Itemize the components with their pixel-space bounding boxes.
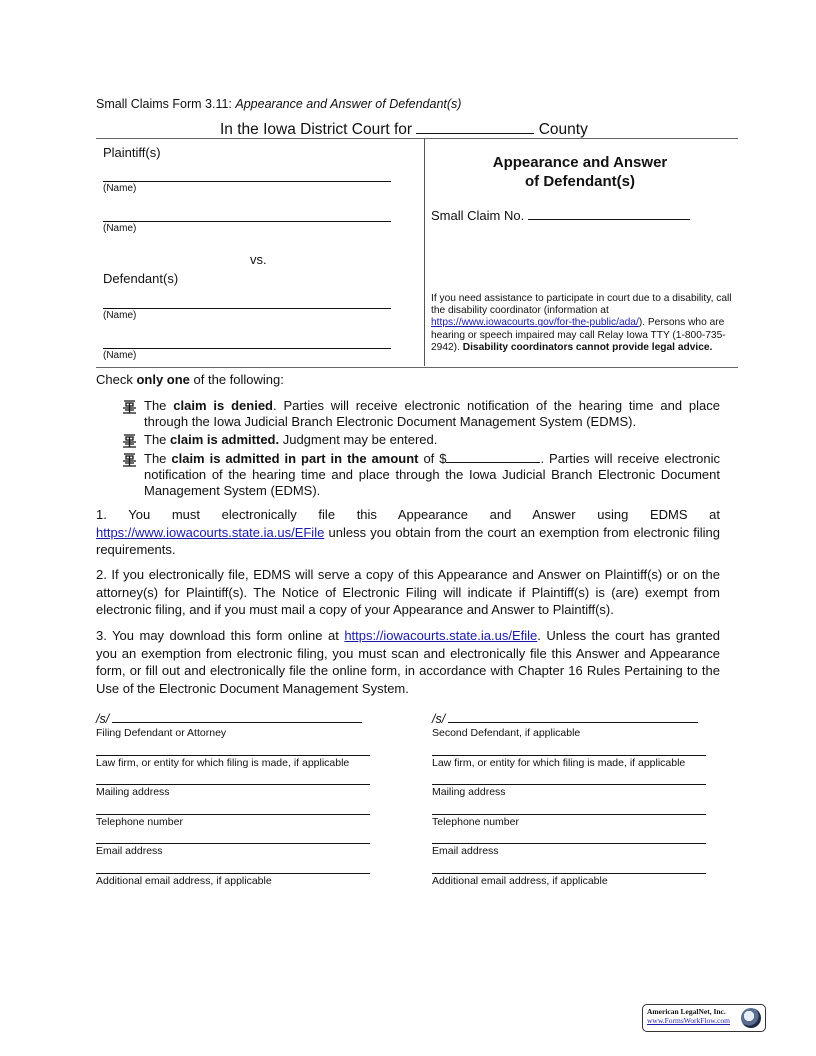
opt-post: of $ xyxy=(418,451,447,466)
signature-field-1[interactable] xyxy=(112,711,362,723)
opt-pre: The xyxy=(144,451,172,466)
badge-company: American LegalNet, Inc. xyxy=(647,1007,726,1016)
option-claim-denied xyxy=(122,398,720,430)
email-field[interactable] xyxy=(432,843,706,844)
intro-bold: only one xyxy=(136,372,190,387)
law-firm-field[interactable] xyxy=(96,755,370,756)
option-claim-admitted-in-part xyxy=(122,451,720,499)
document-title xyxy=(430,153,730,191)
court-heading xyxy=(220,119,588,139)
opt-bold: claim is admitted. xyxy=(170,432,280,447)
globe-icon xyxy=(741,1008,761,1028)
instr-text: 2. If you electronically file, EDMS will serve a copy of this Appearance and Answer on Plaintiff(s) or on the attorney(s) for Plaintiff(s). The Notice of Electronic Filing will indicate if Plaintiff(s) is (are) exempt from electronic filing, and if you must mail a copy of your Appearance and Answer to Plaintiff(s). xyxy=(96,567,720,617)
ada-link[interactable]: https://www.iowacourts.gov/for-the-public/ada/ xyxy=(431,317,639,329)
mailing-address-label: Mailing address xyxy=(96,786,170,798)
ada-text-2: ). Persons who are hearing or speech impaired may call Relay Iowa TTY (1-800-735-2942). xyxy=(431,317,726,353)
intro-prefix: Check xyxy=(96,372,137,387)
name-caption: (Name) xyxy=(103,183,137,194)
intro-suffix: of the following: xyxy=(189,372,284,387)
versus-label: vs. xyxy=(250,252,267,267)
opt-bold: claim is admitted in part in the amount xyxy=(171,451,419,466)
opt-bold: claim is denied xyxy=(173,398,273,413)
small-claim-number xyxy=(431,207,690,223)
signer-label: Second Defendant, if applicable xyxy=(432,727,581,739)
caption-divider xyxy=(424,138,425,366)
title-line-2: of Defendant(s) xyxy=(525,173,635,190)
checkbox-icon[interactable] xyxy=(122,452,137,467)
ada-disclaimer: Disability coordinators cannot provide legal advice. xyxy=(462,341,713,353)
opt-pre: The xyxy=(144,432,171,447)
opt-post: . Parties will receive electronic notification of the hearing time and place through the Iowa Judicial Branch Electronic Document Management System (EDMS). xyxy=(144,398,720,429)
checkbox-icon[interactable] xyxy=(122,433,137,448)
court-suffix: County xyxy=(538,121,588,138)
signature-field-2[interactable] xyxy=(448,711,698,723)
name-caption: (Name) xyxy=(103,350,137,361)
mailing-address-label: Mailing address xyxy=(432,786,506,798)
defendants-label: Defendant(s) xyxy=(103,271,179,286)
mailing-address-field[interactable] xyxy=(432,784,706,785)
name-caption: (Name) xyxy=(103,310,137,321)
form-title-italic: Appearance and Answer of Defendant(s) xyxy=(235,97,462,111)
ada-text: If you need assistance to participate in court due to a disability, call the disability coordinator (information at xyxy=(431,293,732,317)
defendant-name-field-1[interactable] xyxy=(103,308,391,309)
instr-text-2: . Unless the court has granted you an exemption from electronic filing, you must scan and electronically file this Answer and Appearance form, or fill out and electronically file the online form, in accordance with Chapter 16 Rules Pertaining to the Use of the Electronic Document Management System. xyxy=(96,628,720,696)
telephone-label: Telephone number xyxy=(432,816,519,828)
email-label: Email address xyxy=(432,845,499,857)
footer-badge[interactable] xyxy=(642,1004,766,1032)
instruction-1 xyxy=(96,506,720,559)
ada-notice xyxy=(431,293,736,354)
additional-email-label: Additional email address, if applicable xyxy=(432,875,608,887)
telephone-field[interactable] xyxy=(96,814,370,815)
additional-email-label: Additional email address, if applicable xyxy=(96,875,272,887)
opt-pre: The xyxy=(144,398,174,413)
title-line-1: Appearance and Answer xyxy=(492,154,668,171)
additional-email-field[interactable] xyxy=(432,873,706,874)
defendant-name-field-2[interactable] xyxy=(103,348,391,349)
email-field[interactable] xyxy=(96,843,370,844)
law-firm-label: Law firm, or entity for which filing is made, if applicable xyxy=(96,757,350,769)
instr-text: 1. You must electronically file this Appearance and Answer using EDMS at xyxy=(96,507,720,522)
instr-text-2: unless you obtain from the court an exemption from electronic filing requirements. xyxy=(96,524,720,557)
law-firm-field[interactable] xyxy=(432,755,706,756)
court-prefix: In the Iowa District Court for xyxy=(220,121,413,138)
instruction-2 xyxy=(96,566,720,619)
efile-link[interactable]: https://www.iowacourts.state.ia.us/EFile xyxy=(96,524,325,540)
instr-text: 3. You may download this form online at xyxy=(96,628,345,643)
email-label: Email address xyxy=(96,845,163,857)
signature-prefix: /s/ xyxy=(96,712,110,726)
option-claim-admitted xyxy=(122,432,720,448)
law-firm-label: Law firm, or entity for which filing is made, if applicable xyxy=(432,757,686,769)
efile-download-link[interactable]: https://iowacourts.state.ia.us/Efile xyxy=(344,628,538,643)
telephone-field[interactable] xyxy=(432,814,706,815)
checkbox-icon[interactable] xyxy=(122,399,137,414)
signature-prefix: /s/ xyxy=(432,712,446,726)
name-caption: (Name) xyxy=(103,223,137,234)
claim-no-field[interactable] xyxy=(528,207,690,220)
signature-block-left xyxy=(96,711,376,891)
additional-email-field[interactable] xyxy=(96,873,370,874)
check-instruction xyxy=(96,372,284,387)
form-identifier xyxy=(96,97,461,111)
plaintiff-name-field-1[interactable] xyxy=(103,181,391,182)
claim-no-label: Small Claim No. xyxy=(431,208,525,223)
form-number: Small Claims Form 3.11: xyxy=(96,97,236,111)
telephone-label: Telephone number xyxy=(96,816,183,828)
badge-url[interactable]: www.FormsWorkFlow.com xyxy=(647,1016,731,1025)
mailing-address-field[interactable] xyxy=(96,784,370,785)
opt-post: Judgment may be entered. xyxy=(279,432,438,447)
opt-post-2: . Parties will receive electronic notification of the hearing time and place through the Iowa Judicial Branch Electronic Document Management System (EDMS). xyxy=(144,451,721,498)
plaintiff-name-field-2[interactable] xyxy=(103,221,391,222)
signature-block-right xyxy=(432,711,712,891)
county-field[interactable] xyxy=(416,119,534,134)
signer-label: Filing Defendant or Attorney xyxy=(96,727,227,739)
instruction-3 xyxy=(96,627,720,697)
amount-field[interactable] xyxy=(446,451,540,463)
plaintiffs-label: Plaintiff(s) xyxy=(103,145,161,160)
